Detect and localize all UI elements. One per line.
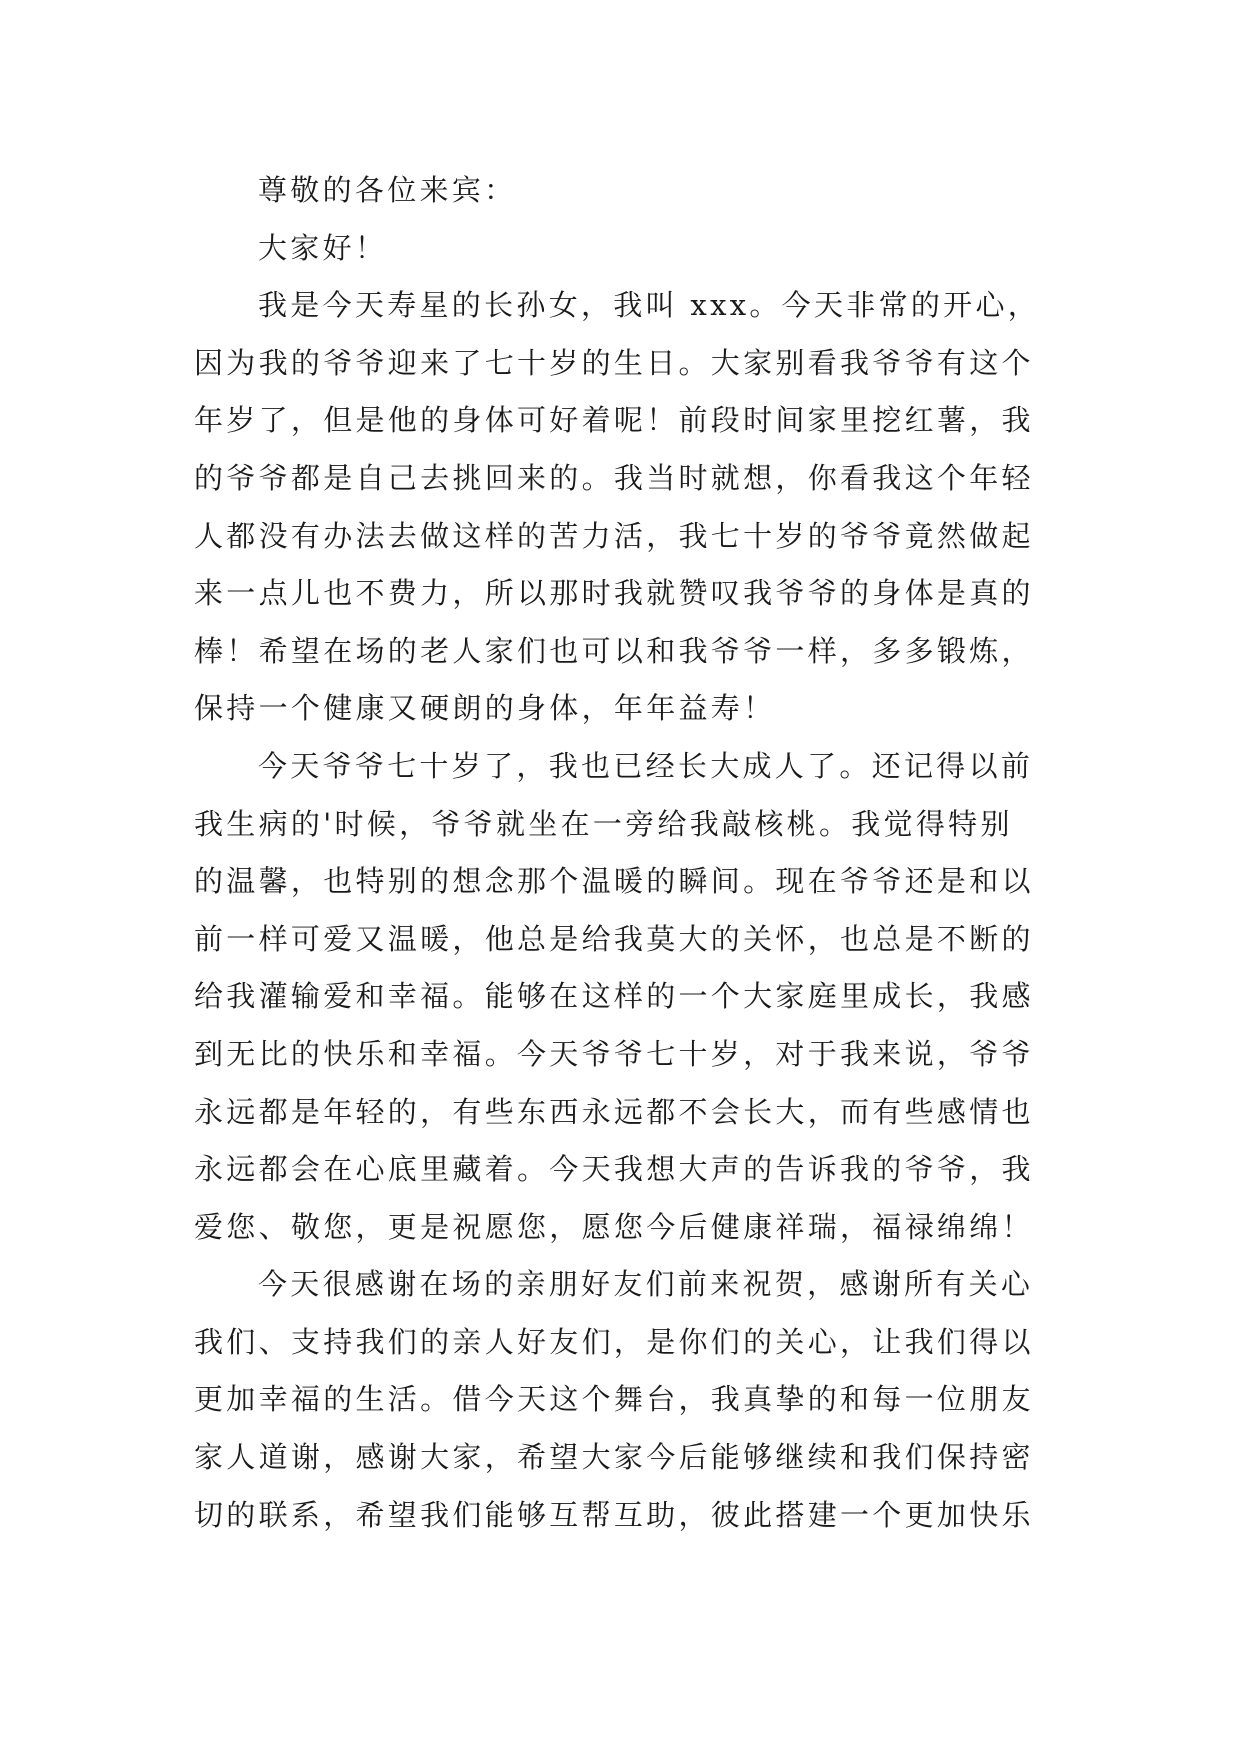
salutation: 尊敬的各位来宾： xyxy=(258,173,517,207)
greeting: 大家好！ xyxy=(258,230,388,265)
paragraph-1-line-2: 因为我的爷爷迎来了七十岁的生日。大家别看我爷爷有这个 xyxy=(194,345,1034,380)
paragraph-1-line-5: 人都没有办法去做这样的苦力活，我七十岁的爷爷竟然做起 xyxy=(194,518,1034,553)
paragraph-2-line-3: 的温馨，也特别的想念那个温暖的瞬间。现在爷爷还是和以 xyxy=(194,864,1034,899)
paragraph-2-line-7: 永远都是年轻的，有些东西永远都不会长大，而有些感情也 xyxy=(194,1094,1034,1129)
paragraph-2-line-4: 前一样可爱又温暖，他总是给我莫大的关怀，也总是不断的 xyxy=(194,921,1034,956)
paragraph-3-line-2: 我们、支持我们的亲人好友们，是你们的关心，让我们得以 xyxy=(194,1324,1034,1359)
paragraph-3-line-1: 今天很感谢在场的亲朋好友们前来祝贺，感谢所有关心 xyxy=(258,1267,1034,1302)
paragraph-1-line-4: 的爷爷都是自己去挑回来的。我当时就想，你看我这个年轻 xyxy=(194,460,1034,495)
paragraph-2-line-1: 今天爷爷七十岁了，我也已经长大成人了。还记得以前 xyxy=(258,748,1034,783)
paragraph-1-line-1: 我是今天寿星的长孙女，我叫 xxx。今天非常的开心， xyxy=(258,288,1041,323)
paragraph-1-line-8: 保持一个健康又硬朗的身体，年年益寿！ xyxy=(194,691,776,726)
paragraph-1-line-7: 棒！希望在场的老人家们也可以和我爷爷一样，多多锻炼， xyxy=(194,633,1034,668)
paragraph-2-line-5: 给我灌输爱和幸福。能够在这样的一个大家庭里成长，我感 xyxy=(194,979,1034,1014)
paragraph-1-line-3: 年岁了，但是他的身体可好着呢！前段时间家里挖红薯，我 xyxy=(194,403,1034,438)
paragraph-3-line-4: 家人道谢，感谢大家，希望大家今后能够继续和我们保持密 xyxy=(194,1440,1034,1475)
paragraph-2-line-6: 到无比的快乐和幸福。今天爷爷七十岁，对于我来说，爷爷 xyxy=(194,1036,1034,1071)
speech-body xyxy=(194,162,1064,1544)
paragraph-2-line-2: 我生病的'时候，爷爷就坐在一旁给我敲核桃。我觉得特别 xyxy=(194,806,1013,841)
paragraph-2-line-9: 爱您、敬您，更是祝愿您，愿您今后健康祥瑞，福禄绵绵！ xyxy=(194,1209,1034,1244)
paragraph-3-line-5: 切的联系，希望我们能够互帮互助，彼此搭建一个更加快乐 xyxy=(194,1497,1034,1532)
paragraph-1-line-6: 来一点儿也不费力，所以那时我就赞叹我爷爷的身体是真的 xyxy=(194,576,1034,611)
paragraph-2-line-8: 永远都会在心底里藏着。今天我想大声的告诉我的爷爷，我 xyxy=(194,1152,1034,1187)
paragraph-3-line-3: 更加幸福的生活。借今天这个舞台，我真挚的和每一位朋友 xyxy=(194,1382,1034,1417)
